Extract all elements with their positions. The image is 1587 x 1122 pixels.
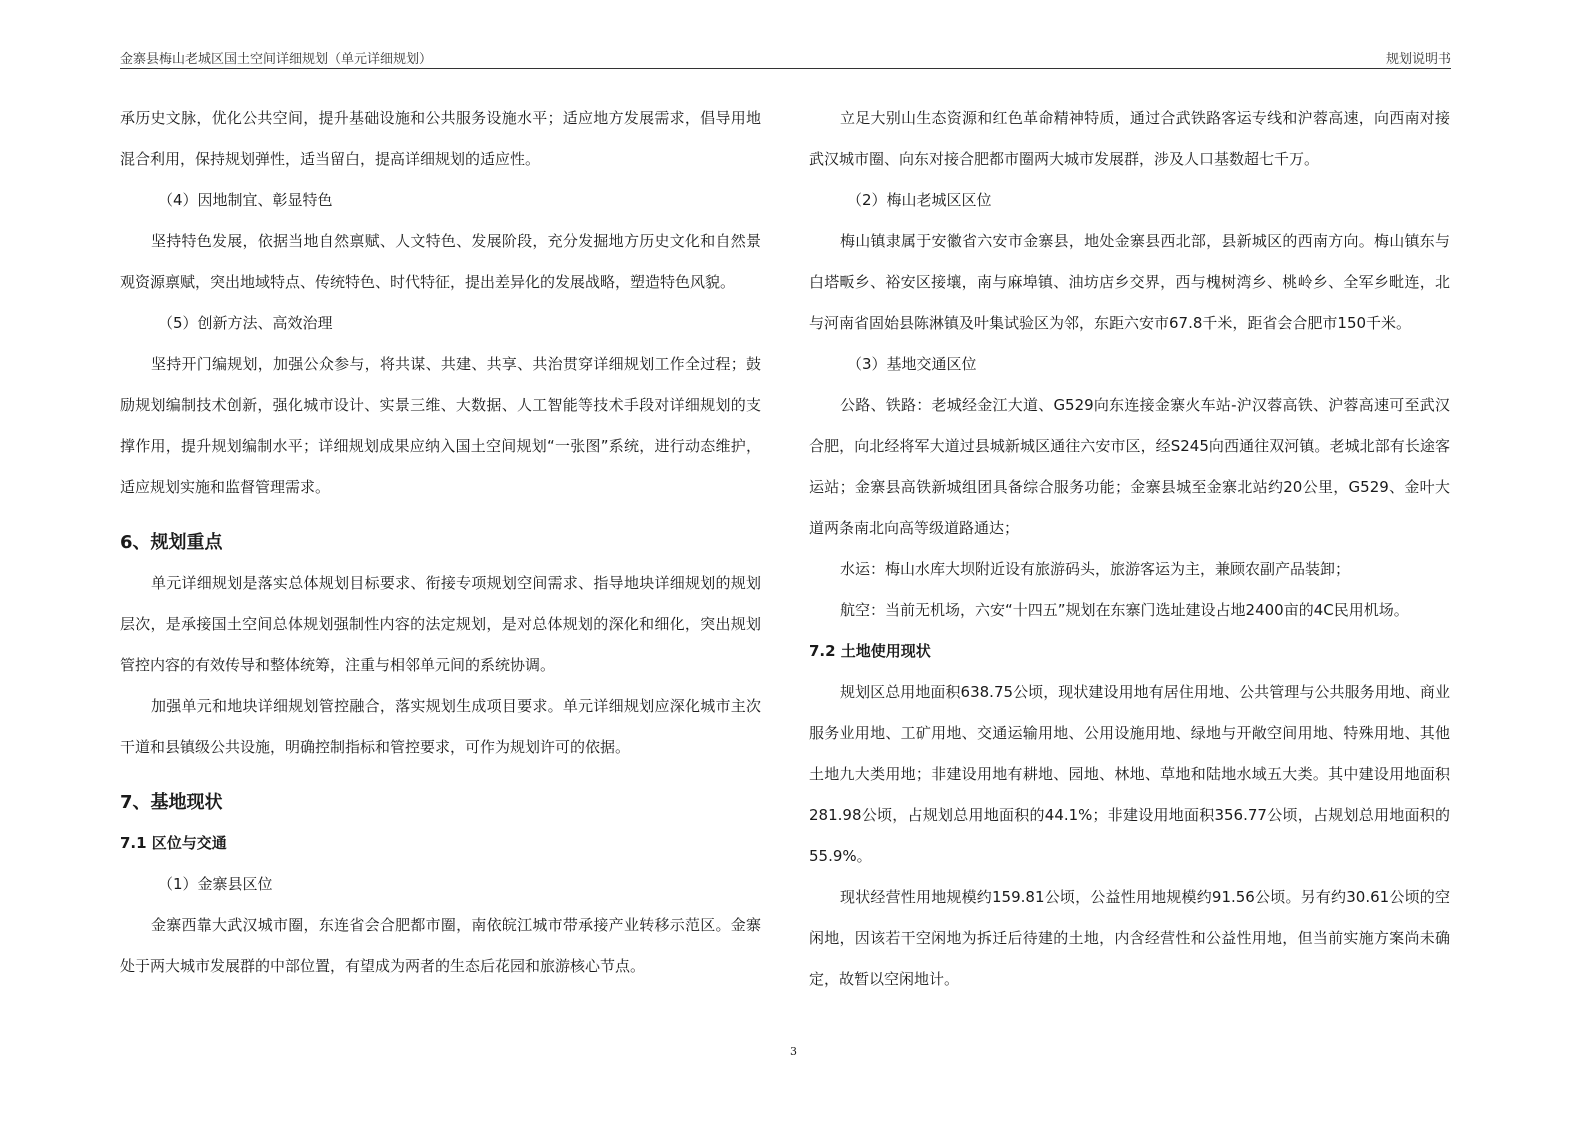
page-header [120,44,1451,69]
section-heading: 7、基地现状 [120,792,223,813]
subheading: （4）因地制宜、彰显特色 [158,191,333,209]
paragraph: 坚持特色发展，依据当地自然禀赋、人文特色、发展阶段，充分发掘地方历史文化和自然景观资源禀赋，突出地域特点、传统特色、时代特征，提出差异化的发展战略，塑造特色风貌。 [120,232,761,291]
document-type: 规划说明书 [1385,52,1451,67]
right-column [809,98,1450,1000]
paragraph: 立足大别山生态资源和红色革命精神特质，通过合武铁路客运专线和沪蓉高速，向西南对接武汉城市圈、向东对接合肥都市圈两大城市发展群，涉及人口基数超七千万。 [809,109,1450,168]
subheading: （3）基地交通区位 [847,355,977,373]
left-column [120,98,761,987]
subheading: （5）创新方法、高效治理 [158,314,333,332]
paragraph: 金寨西靠大武汉城市圈，东连省会合肥都市圈，南依皖江城市带承接产业转移示范区。金寨处于两大城市发展群的中部位置，有望成为两者的生态后花园和旅游核心节点。 [120,916,761,975]
section-heading: 6、规划重点 [120,532,223,553]
subheading: （1）金寨县区位 [158,875,273,893]
paragraph: 单元详细规划是落实总体规划目标要求、衔接专项规划空间需求、指导地块详细规划的规划层次，是承接国土空间总体规划强制性内容的法定规划，是对总体规划的深化和细化，突出规划管控内容的有效传导和整体统筹，注重与相邻单元间的系统协调。 [120,574,761,674]
paragraph: 坚持开门编规划，加强公众参与，将共谋、共建、共享、共治贯穿详细规划工作全过程；鼓励规划编制技术创新，强化城市设计、实景三维、大数据、人工智能等技术手段对详细规划的支撑作用，提升规划编制水平；详细规划成果应纳入国土空间规划“一张图”系统，进行动态维护，适应规划实施和监督管理需求。 [120,355,761,496]
subsection-heading: 7.1 区位与交通 [120,834,227,852]
paragraph: 航空：当前无机场，六安“十四五”规划在东寨门选址建设占地2400亩的4C民用机场。 [840,601,1409,619]
paragraph: 规划区总用地面积638.75公顷，现状建设用地有居住用地、公共管理与公共服务用地、商业服务业用地、工矿用地、交通运输用地、公用设施用地、绿地与开敞空间用地、特殊用地、其他土地九大类用地；非建设用地有耕地、园地、林地、草地和陆地水域五大类。其中建设用地面积281.98公顷，占规划总用地面积的44.1%；非建设用地面积356.77公顷，占规划总用地面积的55.9%。 [809,683,1450,865]
paragraph: 现状经营性用地规模约159.81公顷，公益性用地规模约91.56公顷。另有约30.61公顷的空闲地，因该若干空闲地为拆迁后待建的土地，内含经营性和公益性用地，但当前实施方案尚未确定，故暂以空闲地计。 [809,888,1450,988]
paragraph: 水运：梅山水库大坝附近设有旅游码头，旅游客运为主，兼顾农副产品装卸； [840,560,1351,578]
paragraph: 加强单元和地块详细规划管控融合，落实规划生成项目要求。单元详细规划应深化城市主次干道和县镇级公共设施，明确控制指标和管控要求，可作为规划许可的依据。 [120,697,761,756]
paragraph: 承历史文脉，优化公共空间，提升基础设施和公共服务设施水平；适应地方发展需求，倡导用地混合利用，保持规划弹性，适当留白，提高详细规划的适应性。 [120,109,761,168]
document-title: 金寨县梅山老城区国土空间详细规划（单元详细规划） [120,52,433,67]
page-number: 3 [790,1045,797,1058]
paragraph: 公路、铁路：老城经金江大道、G529向东连接金寨火车站-沪汉蓉高铁、沪蓉高速可至武汉合肥，向北经将军大道过县城新城区通往六安市区，经S245向西通往双河镇。老城北部有长途客运站；金寨县高铁新城组团具备综合服务功能；金寨县城至金寨北站约20公里，G529、金叶大道两条南北向高等级道路通达； [809,396,1450,537]
subsection-heading: 7.2 土地使用现状 [809,642,931,660]
paragraph: 梅山镇隶属于安徽省六安市金寨县，地处金寨县西北部，县新城区的西南方向。梅山镇东与白塔畈乡、裕安区接壤，南与麻埠镇、油坊店乡交界，西与槐树湾乡、桃岭乡、全军乡毗连，北与河南省固始县陈淋镇及叶集试验区为邻，东距六安市67.8千米，距省会合肥市150千米。 [809,232,1450,332]
subheading: （2）梅山老城区区位 [847,191,992,209]
